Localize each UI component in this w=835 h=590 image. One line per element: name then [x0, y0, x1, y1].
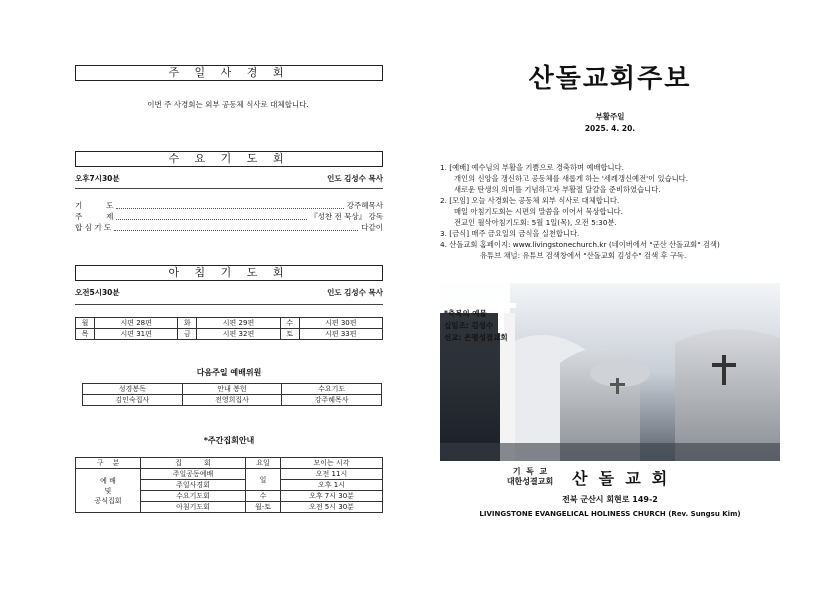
- meeting-name: 주일공동예배: [141, 469, 246, 480]
- next-week-committee-table: [82, 383, 382, 406]
- morning-psalm-table: [75, 317, 383, 340]
- category-line: 예 배: [100, 476, 116, 485]
- program-row-theme: [75, 211, 383, 222]
- sunday-study-note: 이번 주 사경회는 외부 공동체 식사로 대체합니다.: [147, 100, 309, 109]
- morning-leader: 인도 김성수 목사: [327, 288, 383, 297]
- program-label: 합 심 기 도: [75, 223, 112, 232]
- wednesday-program: [75, 200, 383, 233]
- celebration-item: 선교: 은평성결교회: [444, 333, 508, 342]
- table-cell: 강주혜목사: [282, 395, 382, 406]
- notice-line: 매일 아침기도회는 시편의 말씀을 이어서 묵상합니다.: [454, 207, 623, 216]
- church-address: 전북 군산시 회현로 149-2: [562, 495, 658, 504]
- bulletin-title: 산돌교회주보: [528, 64, 692, 94]
- program-value: 다같이: [361, 223, 383, 232]
- notice-line: 3. [금식] 매주 금요일의 금식을 실천합니다.: [440, 229, 580, 238]
- notice-line: 2. [모임] 오늘 사경회는 공동체 외부 식사로 대체합니다.: [440, 196, 620, 205]
- table-header: 집 회: [141, 458, 246, 469]
- notice-line: 유튜브 채널: 유튜브 검색창에서 "산돌교회 김성수" 검색 후 구독.: [480, 251, 687, 260]
- table-cell: 시편 32편: [197, 329, 280, 340]
- program-row-prayer: [75, 200, 383, 211]
- weekly-meetings-title: *주간집회안내: [203, 436, 255, 445]
- denomination-bottom: 대한성결교회: [506, 477, 554, 486]
- program-label: 기 도: [75, 201, 114, 210]
- meeting-time: 오후 7시 30분: [281, 491, 383, 502]
- table-header: 요일: [246, 458, 281, 469]
- meeting-time: 오전 5시 30분: [281, 502, 383, 513]
- program-value: 강주혜목사: [346, 201, 383, 210]
- celebration-title: *축복의 예물: [444, 309, 487, 318]
- table-row: [76, 329, 383, 340]
- weekly-meetings-table: [75, 457, 383, 513]
- meeting-day: 수: [246, 491, 281, 502]
- program-row-group-prayer: [75, 222, 383, 233]
- divider: [75, 304, 383, 305]
- morning-prayer-title: 아 침 기 도 회: [75, 265, 383, 281]
- notice-line: 1. [예배] 예수님의 부활을 기쁨으로 경축하며 예배합니다.: [440, 163, 624, 172]
- program-value: 『성찬 전 묵상』 강독: [310, 212, 383, 221]
- notices: [440, 162, 785, 261]
- meeting-time: 오전 11시: [281, 469, 383, 480]
- meeting-name: 수요기도회: [141, 491, 246, 502]
- table-cell: 김인숙집사: [83, 395, 183, 406]
- category-line: 및: [104, 486, 112, 495]
- morning-time: 오전5시30분: [75, 288, 120, 297]
- table-row: [76, 458, 383, 469]
- category-cell: [76, 469, 141, 513]
- notice-line: 전교인 월삭아침기도회: 5월 1일(목), 오전 5:30분.: [454, 218, 617, 227]
- table-cell: 시편 33편: [299, 329, 382, 340]
- sunday-study-title: 주 일 사 경 회: [75, 65, 383, 81]
- meeting-name: 아침기도회: [141, 502, 246, 513]
- church-name: 산 돌 교 회: [572, 469, 668, 488]
- table-cell: 전영희집사: [182, 395, 282, 406]
- celebration-item: 십일조: 김성수: [444, 321, 494, 330]
- table-header: 모이는 시각: [281, 458, 383, 469]
- table-row: [83, 395, 382, 406]
- table-cell: 시편 28편: [95, 318, 178, 329]
- table-cell: 토: [280, 329, 299, 340]
- table-cell: 시편 30편: [299, 318, 382, 329]
- wednesday-time: 오후7시30분: [75, 174, 120, 183]
- divider: [75, 188, 383, 189]
- table-row: [76, 318, 383, 329]
- bulletin-date: 2025. 4. 20.: [584, 124, 636, 133]
- next-week-committee-title: 다음주일 예배위원: [196, 368, 262, 377]
- meeting-day: 일: [246, 469, 281, 491]
- table-header: 구 분: [76, 458, 141, 469]
- meeting-time: 오후 1시: [281, 480, 383, 491]
- notice-line: 새로운 탄생의 의미를 기념하고자 부활절 달걀을 준비하였습니다.: [454, 185, 661, 194]
- table-cell: 화: [178, 318, 197, 329]
- program-label: 주 제: [75, 212, 114, 221]
- wednesday-leader: 인도 김성수 목사: [327, 174, 383, 183]
- bulletin-subtitle: 부활주일: [595, 112, 625, 121]
- table-row: [83, 384, 382, 395]
- table-header: 성경봉독: [83, 384, 183, 395]
- celebration-offering: [444, 308, 508, 344]
- table-cell: 목: [76, 329, 95, 340]
- table-cell: 시편 31편: [95, 329, 178, 340]
- notice-line: 4. 산돌교회 홈페이지: www.livingstonechurch.kr (네이버에서 "군산 산돌교회" 검색): [440, 240, 720, 249]
- wednesday-prayer-title: 수 요 기 도 회: [75, 151, 383, 167]
- meeting-day: 월-토: [246, 502, 281, 513]
- denomination-top: 기 독 교: [512, 467, 548, 476]
- church-english-name: LIVINGSTONE EVANGELICAL HOLINESS CHURCH (Rev. Sungsu Kim): [479, 510, 741, 518]
- table-row: [76, 469, 383, 480]
- table-cell: 월: [76, 318, 95, 329]
- notice-line: 개인의 신앙을 갱신하고 공동체를 새롭게 하는 '세례갱신예전'이 있습니다.: [454, 174, 689, 183]
- table-cell: 금: [178, 329, 197, 340]
- table-header: 안내 봉헌: [182, 384, 282, 395]
- table-cell: 시편 29편: [197, 318, 280, 329]
- meeting-name: 주일사경회: [141, 480, 246, 491]
- table-cell: 수: [280, 318, 299, 329]
- table-header: 수요기도: [282, 384, 382, 395]
- category-line: 공식집회: [94, 496, 122, 505]
